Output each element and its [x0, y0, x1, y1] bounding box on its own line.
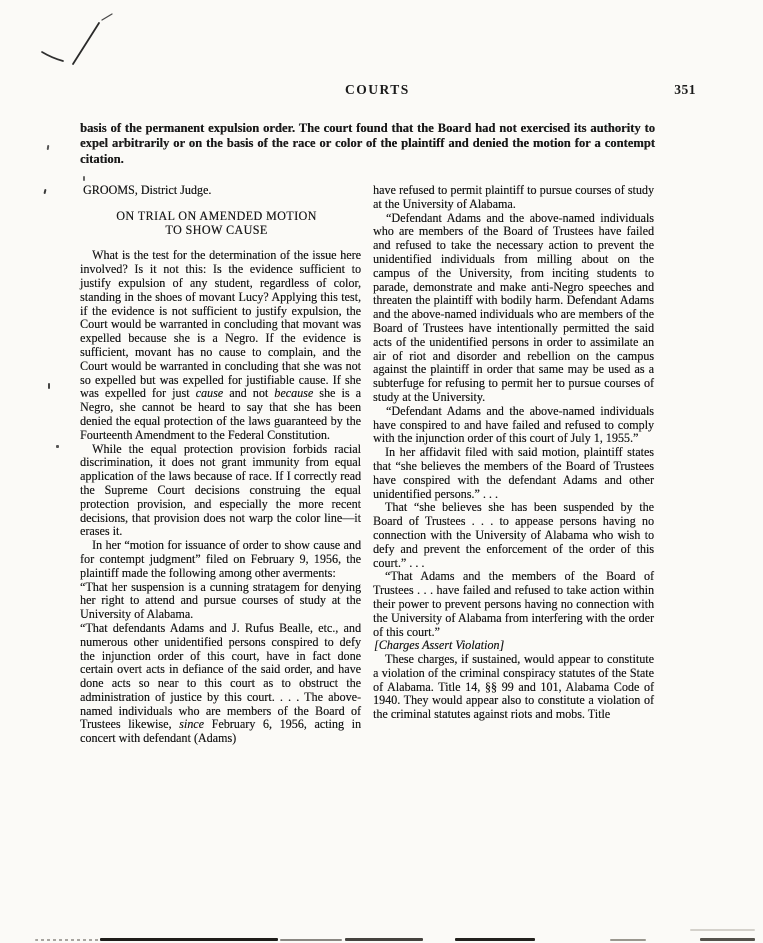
stray-mark [48, 383, 50, 389]
italic-word: because [274, 386, 314, 401]
judge-line: GROOMS, District Judge. [83, 183, 212, 197]
page-title: COURTS [344, 82, 410, 97]
paragraph: In her affidavit filed with said motion, plaintiff states that “she believes the members of the Board of Trustees have conspired with the defendant Adams and other unidentified persons.” . . . [373, 445, 654, 501]
page-number: 351 [674, 82, 696, 97]
syllabus-paragraph: basis of the permanent expulsion order. The court found that the Board had not exercised its authority to expel arbitrarily or on the basis of the race or color of the plaintiff and denied the motion for a contempt citation. [80, 121, 655, 166]
quote-text: February 6, 1956, acting in concert with defendant (Adams) [80, 717, 361, 746]
scan-edge-artifact [700, 938, 755, 941]
paragraph: That “she believes she has been suspended by the Board of Trustees . . . to appease persons having no connection with the University of Alabama who wish to defy and prevent the enforcement of the order of this court.” . . . [373, 500, 654, 570]
paragraph-text: What is the test for the determination of the issue here involved? Is it not this: Is the evidence sufficient to justify expulsion of any student, regardless of color, standing in the shoes of movant Lucy? Applying this test, if the evidence is not sufficient to justify expulsion, the Court would be warranted in concluding that movant was expelled because she is a Negro. If the evidence is sufficient, movant has no cause to complain, and the Court would be warranted in concluding that she was not so expelled but was expelled for justifiable cause. If she was expelled for just [80, 248, 361, 401]
scan-edge-artifact [610, 939, 646, 941]
handwritten-check-mark [0, 0, 160, 80]
scan-edge-artifact [100, 938, 278, 941]
paragraph [80, 249, 361, 442]
stray-mark [83, 176, 85, 181]
paragraph: “That Adams and the members of the Board of Trustees . . . have failed and refused to take action within their power to prevent persons having no connection with the University of Alabama from interfering with the order of this court.” [373, 569, 654, 639]
stray-mark [56, 445, 59, 448]
left-column [80, 184, 361, 746]
block-quote [80, 622, 361, 746]
section-heading [82, 210, 351, 238]
paragraph: These charges, if sustained, would appear to constitute a violation of the criminal conspiracy statutes of the State of Alabama. Title 14, §§ 99 and 101, Alabama Code of 1940. They would appear also to constitute a violation of the criminal statutes against riots and mobs. Title [373, 652, 654, 722]
section-heading-line1: ON TRIAL ON AMENDED MOTION [116, 208, 317, 223]
right-column [373, 184, 654, 722]
scan-edge-artifact [690, 929, 755, 931]
block-quote: “Defendant Adams and the above-named individuals have conspired to and have failed and refused to comply with the injunction order of this court of July 1, 1955.” [373, 403, 654, 446]
stray-mark [43, 189, 46, 194]
running-head [80, 82, 696, 100]
section-heading-line2: TO SHOW CAUSE [165, 222, 268, 237]
charges-heading: [Charges Assert Violation] [374, 638, 505, 653]
block-quote: “That her suspension is a cunning stratagem for denying her right to attend and pursue courses of study at the University of Alabama. [80, 579, 361, 622]
paragraph: While the equal protection provision forbids racial discrimination, it does not grant immunity from equal application of the laws because of race. If I correctly read the Supreme Court decisions construing the equal protection provision, and especially the more recent decisions, that provision does not warp the color line—it erases it. [80, 441, 361, 539]
scan-edge-artifact [345, 938, 423, 941]
italic-word: cause [195, 386, 224, 401]
scan-edge-artifact [455, 938, 535, 941]
italic-word: since [179, 717, 204, 732]
scan-edge-artifact [35, 939, 100, 941]
paragraph-text: and not [223, 386, 275, 401]
quote-text: “That defendants Adams and J. Rufus Bealle, etc., and numerous other unidentified persons conspired to defy the injunction order of this court, have in fact done certain overt acts in defiance of the said order, and have done acts so near to this court as to obstruct the administration of justice by this court. . . . The above-named individuals who are members of the Board of Trustees likewise, [80, 620, 361, 732]
block-quote: “Defendant Adams and the above-named individuals who are members of the Board of Trustees have failed and refused to take the necessary action to prevent the unidentified individuals from milling about on the campus of the University, from inciting students to parade, demonstrate and make anti-Negro speeches and threaten the plaintiff with bodily harm. Defendant Adams and the above-named individuals who are members of the Board of Trustees have intentionally permitted the said acts of the unidentified persons in order to assimilate an air of riot and disorder and rebellion on the campus against the plaintiff in order that same may be used as a subterfuge for refusing to permit her to pursue courses of study at the University. [373, 210, 654, 404]
paragraph-text: she is a Negro, she cannot be heard to say that she has been denied the equal protection of the laws guaranteed by the Fourteenth Amendment to the Federal Constitution. [80, 386, 361, 442]
scan-edge-artifact [280, 939, 342, 941]
block-quote-continuation: have refused to permit plaintiff to pursue courses of study at the University of Alabama. [373, 183, 654, 211]
paragraph: In her “motion for issuance of order to show cause and for contempt judgment” filed on February 9, 1956, the plaintiff made the following among other averments: [80, 538, 361, 580]
stray-mark [47, 145, 50, 150]
